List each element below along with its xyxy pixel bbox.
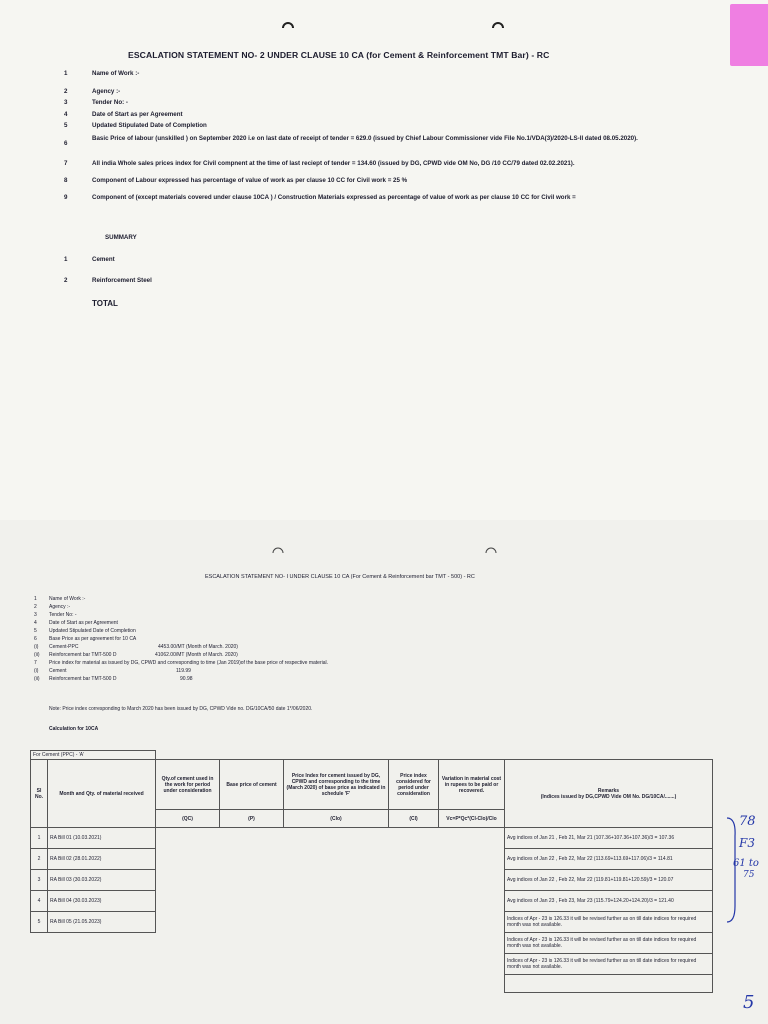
table-row (31, 975, 713, 993)
calculation-table (30, 750, 713, 993)
item-row: 6 Basic Price of labour (unskilled ) on September 2020 i.e on last date of receipt of tender = 629.0 (issued by Chief Labour Commissioner vide File No.1/VDA(3)/2020-LS-II dated 08.05.2020). (64, 135, 638, 147)
handwritten-bracket-icon (724, 816, 740, 926)
subheader-qc: (QC) (156, 810, 220, 828)
subheader-p: (P) (220, 810, 284, 828)
total-label: TOTAL (92, 299, 118, 308)
table-row: Indices of Apr - 23 is 126.33 it will be revised further as on till date indices for required month was not available. (31, 954, 713, 975)
header-remarks: Remarks (Indices issued by DG,CPWD Vide OM No. DG/10CA/.......) (505, 760, 713, 828)
subheader-cl: (Cl) (389, 810, 439, 828)
page-upper-statement: ESCALATION STATEMENT NO- 2 UNDER CLAUSE 10 CA (for Cement & Reinforcement TMT Bar) - RC 1 Name of Work :- 2 Agency :- 3 Tender No: - 4 Date of Start as per Agreement 5 Updated Stipulated Date of Completion 6 Basic Price of labour (unskilled ) on September 2020 i.e on last date of receipt of tender = 629.0 (issued by Chief Labour Commissioner vide File No.1/VDA(3)/2020-LS-II dated 08.05.2020). 7 All india Whole sales prices index for Civil compnent at the time of last reciept of tender = 134.60 (issued by DG, CPWD vide OM No, DG /10 CC/79 dated 02.02.2021). 8 Component of Labour expressed has percentage of value of work as per clause 10 CC for Civil work = 25 % 9 Component of (except materials covered under clause 10CA ) / Construction Materials expressed as percentage of value of work as per clause 10 CC for Civil work = SUMMARY 1 Cement 2 Reinforcement Steel TOTAL (0, 0, 768, 520)
header-qty: Qty.of cement used in the work for period under consideration (156, 760, 220, 810)
header-price-index-base: Price Index for cement issued by DG, CPWD and corresponding to the time (March 2020) of base price as indicated in schedule 'F' (284, 760, 389, 810)
punch-hole-right-icon (491, 17, 505, 31)
table-row: Indices of Apr - 23 is 126.33 it will be revised further as on till date indices for required month was not available. (31, 933, 713, 954)
pink-sticky-tab (730, 4, 768, 66)
table-row: 3 RA Bill 03 (30.03.2022) Avg indices of Jan 22 , Feb 22, Mar 22 (119.81+119.81+120.59)/3 = 120.07 (31, 870, 713, 891)
header-price-index-period: Price index considered for period under consideration (389, 760, 439, 810)
table-row: 4 RA Bill 04 (30.03.2023) Avg indices of Jan 23 , Feb 23, Mar 23 (115.79+124.20+124.20)/3 = 121.40 (31, 891, 713, 912)
table-row: 5 RA Bill 05 (21.05.2023) Indices of Apr - 23 is 126.33 it will be revised further as on till date indices for required month was not available. (31, 912, 713, 933)
table-row: 2 RA Bill 02 (28.01.2022) Avg indices of Jan 22 , Feb 22, Mar 22 (113.69+113.69+117.06)/3 = 114.81 (31, 849, 713, 870)
handwritten-note: F3 (739, 836, 755, 850)
header-month: Month and Qty. of material received (48, 760, 156, 828)
summary-heading: SUMMARY (105, 234, 137, 241)
punch-hole-left-icon (281, 17, 295, 31)
handwritten-note: 78 (739, 814, 756, 829)
subheader-formula: Vc=P*Qc*(Cl-Clo)/Clo (439, 810, 505, 828)
table-row: 1 RA Bill 01 (10.03.2021) Avg indices of Jan 21 , Feb 21, Mar 21 (107.36+107.36+107.36)/3 = 107.36 (31, 828, 713, 849)
group-label: For Cement (PPC) - 'A' (31, 751, 156, 760)
handwritten-note: 75 (743, 870, 755, 880)
header-sl: Sl No. (31, 760, 48, 828)
note-text: Note: Price index corresponding to March 2020 has been issued by DG, CPWD Vide no. DG/10CA/50 date 1*/06/2020. (49, 706, 313, 712)
punch-hole-left-icon (271, 542, 285, 556)
subheader-clo: (Clo) (284, 810, 389, 828)
statement-title: ESCALATION STATEMENT NO- I UNDER CLAUSE 10 CA (For Cement & Reinforcement bar TMT - 500) - RC (205, 574, 475, 580)
handwritten-note: 61 to (733, 858, 759, 869)
header-base-price: Base price of cement (220, 760, 284, 810)
header-variation: Variation in material cost in rupees to be paid or recovered. (439, 760, 505, 810)
statement-title: ESCALATION STATEMENT NO- 2 UNDER CLAUSE 10 CA (for Cement & Reinforcement TMT Bar) - RC (128, 50, 550, 60)
page-number-handwritten: 5 (743, 992, 755, 1013)
punch-hole-right-icon (484, 542, 498, 556)
calculation-label: Calculation for 10CA (49, 726, 99, 732)
